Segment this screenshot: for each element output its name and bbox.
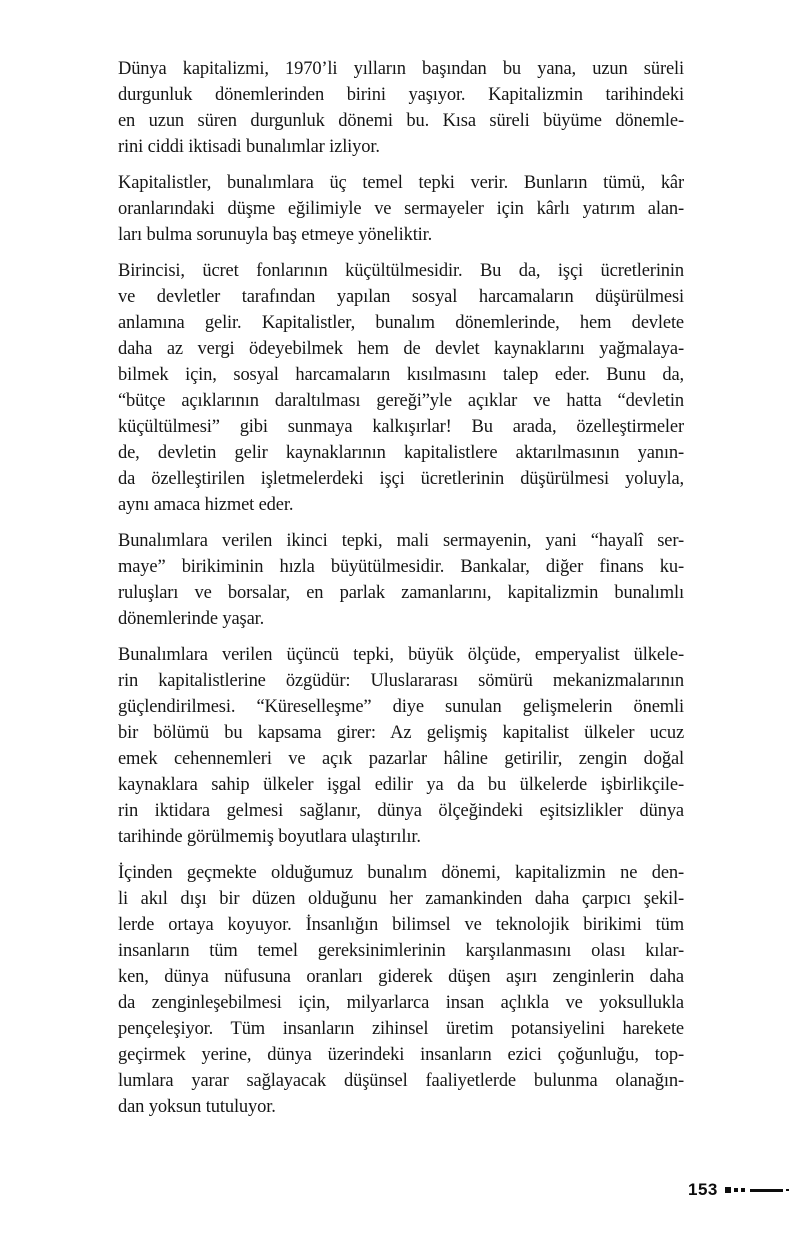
square-decoration-large bbox=[725, 1187, 731, 1193]
paragraph bbox=[118, 860, 684, 1120]
text-line: maye” birikiminin hızla büyütülmesidir. Bankalar, diğer finans ku- bbox=[118, 557, 684, 577]
text-line: “bütçe açıklarının daraltılması gereği”yle açıklar ve hatta “devletin bbox=[118, 391, 684, 411]
text-line: rin kapitalistlerine özgüdür: Uluslararası sömürü mekanizmalarının bbox=[118, 671, 684, 691]
text-line: anlamına gelir. Kapitalistler, bunalım dönemlerinde, hem devlete bbox=[118, 313, 684, 333]
text-line: geçirmek yerine, dünya üzerindeki insanların ezici çoğunluğu, top- bbox=[118, 1045, 684, 1065]
footer-end-dot bbox=[786, 1189, 789, 1191]
text-line: kaynaklara sahip ülkeler işgal edilir ya da bu ülkelerde işbirlikçile- bbox=[118, 775, 684, 795]
text-line: ları bulma sorunuyla baş etmeye yöneliktir. bbox=[118, 225, 433, 245]
text-line: pençeleşiyor. Tüm insanların zihinsel üretim potansiyelini harekete bbox=[118, 1019, 684, 1039]
text-line: emek cehennemleri ve açık pazarlar hâline getirilir, zengin doğal bbox=[118, 749, 684, 769]
text-line: İçinden geçmekte olduğumuz bunalım dönemi, kapitalizmin ne den- bbox=[118, 863, 684, 883]
text-line: Kapitalistler, bunalımlara üç temel tepki verir. Bunların tümü, kâr bbox=[118, 173, 684, 193]
paragraph bbox=[118, 642, 684, 850]
text-line: rin iktidara gelmesi sağlanır, dünya ölçeğindeki eşitsizlikler dünya bbox=[118, 801, 684, 821]
text-line: lumlara yarar sağlayacak düşünsel faaliyetlerde bulunma olanağın- bbox=[118, 1071, 684, 1091]
text-line: ruluşları ve borsalar, en parlak zamanlarını, kapitalizmin bunalımlı bbox=[118, 583, 684, 603]
text-line: güçlendirilmesi. “Küreselleşme” diye sunulan gelişmelerin önemli bbox=[118, 697, 684, 717]
square-decoration-small bbox=[734, 1188, 738, 1192]
text-line: Birincisi, ücret fonlarının küçültülmesidir. Bu da, işçi ücretlerinin bbox=[118, 261, 684, 281]
text-line: lerde ortaya koyuyor. İnsanlığın bilimsel ve teknolojik birikimi tüm bbox=[118, 915, 684, 935]
text-line: en uzun süren durgunluk dönemi bu. Kısa süreli büyüme dönemle- bbox=[118, 111, 684, 131]
text-line: Bunalımlara verilen ikinci tepki, mali sermayenin, yani “hayalî ser- bbox=[118, 531, 684, 551]
text-line: da özelleştirilen işletmelerdeki işçi ücretlerinin düşürülmesi yoluyla, bbox=[118, 469, 684, 489]
paragraph bbox=[118, 56, 684, 160]
text-line: dan yoksun tutuluyor. bbox=[118, 1097, 276, 1117]
text-line: dönemlerinde yaşar. bbox=[118, 609, 265, 629]
footer-squares-decoration bbox=[725, 1187, 789, 1193]
text-line: durgunluk dönemlerinden birini yaşıyor. Kapitalizmin tarihindeki bbox=[118, 85, 684, 105]
footer-rule bbox=[750, 1189, 783, 1192]
page-footer bbox=[688, 1177, 798, 1203]
text-line: ve devletler tarafından yapılan sosyal harcamaların düşürülmesi bbox=[118, 287, 684, 307]
paragraph bbox=[118, 170, 684, 248]
text-line: insanların tüm temel gereksinimlerinin karşılanmasını olası kılar- bbox=[118, 941, 684, 961]
text-line: küçültülmesi” gibi sunmaya kalkışırlar! Bu arada, özelleştirmeler bbox=[118, 417, 684, 437]
text-line: da zenginleşebilmesi için, milyarlarca insan açlıkla ve yoksullukla bbox=[118, 993, 684, 1013]
text-line: ken, dünya nüfusuna oranları giderek düşen aşırı zenginlerin daha bbox=[118, 967, 684, 987]
text-line: de, devletin gelir kaynaklarının kapitalistlere aktarılmasının yanın- bbox=[118, 443, 684, 463]
text-line: Bunalımlara verilen üçüncü tepki, büyük ölçüde, emperyalist ülkele- bbox=[118, 645, 684, 665]
page-number: 153 bbox=[688, 1180, 718, 1199]
text-line: daha az vergi ödeyebilmek hem de devlet kaynaklarını yağmalaya- bbox=[118, 339, 684, 359]
paragraph bbox=[118, 528, 684, 632]
text-line: oranlarındaki düşme eğilimiyle ve sermayeler için kârlı yatırım alan- bbox=[118, 199, 684, 219]
text-line: Dünya kapitalizmi, 1970’li yılların başından bu yana, uzun süreli bbox=[118, 59, 684, 79]
text-block bbox=[118, 56, 684, 1130]
text-line: li akıl dışı bir düzen olduğunu her zamankinden daha çarpıcı şekil- bbox=[118, 889, 684, 909]
paragraph bbox=[118, 258, 684, 518]
text-line: bir bölümü bu kapsama girer: Az gelişmiş kapitalist ülkeler ucuz bbox=[118, 723, 684, 743]
square-decoration-small bbox=[741, 1188, 745, 1192]
text-line: bilmek için, sosyal harcamaların kısılmasını talep eder. Bunu da, bbox=[118, 365, 684, 385]
text-line: tarihinde görülmemiş boyutlara ulaştırılır. bbox=[118, 827, 421, 847]
text-line: rini ciddi iktisadi bunalımlar izliyor. bbox=[118, 137, 380, 157]
text-line: aynı amaca hizmet eder. bbox=[118, 495, 294, 515]
